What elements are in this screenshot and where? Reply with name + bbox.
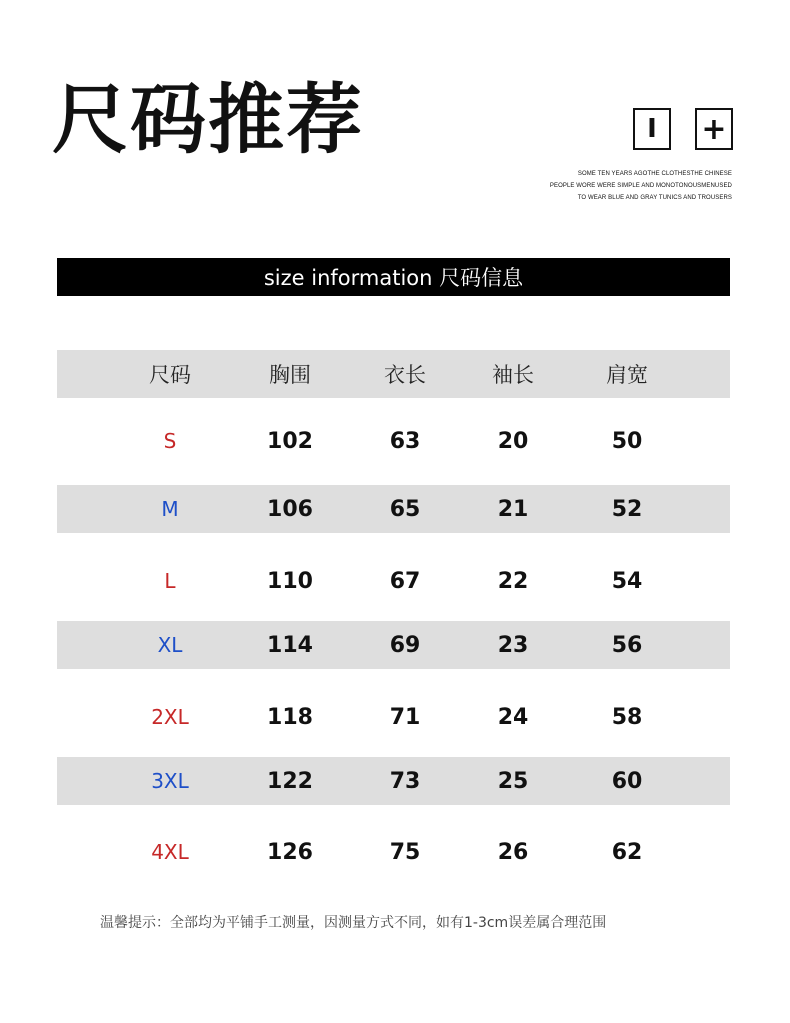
table-row: [57, 621, 730, 669]
table-row: [57, 485, 730, 533]
chest-value: 118: [267, 704, 313, 730]
length-value: 65: [389, 496, 421, 522]
table-row: [57, 828, 730, 876]
shoulder-value: 56: [611, 632, 643, 658]
shoulder-value: 50: [611, 428, 643, 454]
shoulder-value: 62: [611, 839, 643, 865]
chest-value: 106: [267, 496, 313, 522]
brand-tagline: [550, 168, 732, 204]
size-label: S: [163, 429, 177, 453]
length-value: 73: [389, 768, 421, 794]
table-row: [57, 417, 730, 465]
length-value: 69: [389, 632, 421, 658]
logo-plus-glyph: +: [701, 111, 727, 147]
length-value: 71: [389, 704, 421, 730]
header-sleeve: 袖长: [492, 363, 534, 387]
sleeve-value: 22: [497, 568, 529, 594]
sleeve-value: 21: [497, 496, 529, 522]
length-value: 75: [389, 839, 421, 865]
measurement-note: 温馨提示：全部均为平铺手工测量，因测量方式不同，如有1-3cm误差属合理范围: [100, 915, 607, 931]
brand-logo-plus-icon: [695, 108, 733, 150]
logo-i-glyph: I: [647, 114, 657, 144]
table-row: [57, 757, 730, 805]
size-label: 3XL: [151, 769, 189, 793]
shoulder-value: 60: [611, 768, 643, 794]
brand-logo-i-icon: [633, 108, 671, 150]
section-banner: [57, 258, 730, 296]
chest-value: 114: [267, 632, 313, 658]
size-label: 2XL: [151, 705, 189, 729]
tagline-line: PEOPLE WORE WERE SIMPLE AND MONOTONOUSMENUSED: [549, 183, 732, 189]
sleeve-value: 20: [497, 428, 529, 454]
tagline-line: TO WEAR BLUE AND GRAY TUNICS AND TROUSERS: [577, 195, 732, 201]
header-chest: 胸围: [269, 363, 311, 387]
chest-value: 122: [267, 768, 313, 794]
size-label: XL: [157, 633, 183, 657]
sleeve-value: 24: [497, 704, 529, 730]
size-label: 4XL: [151, 840, 189, 864]
header-shoulder: 肩宽: [606, 363, 648, 387]
length-value: 67: [389, 568, 421, 594]
chest-value: 102: [267, 428, 313, 454]
header-length: 衣长: [384, 363, 426, 387]
sleeve-value: 25: [497, 768, 529, 794]
shoulder-value: 54: [611, 568, 643, 594]
chest-value: 110: [267, 568, 313, 594]
table-row: [57, 693, 730, 741]
page-title: 尺码推荐: [52, 75, 364, 164]
size-label: L: [164, 569, 176, 593]
header-size: 尺码: [149, 363, 191, 387]
tagline-line: SOME TEN YEARS AGOTHE CLOTHESTHE CHINESE: [577, 171, 732, 177]
size-label: M: [161, 497, 179, 521]
banner-label: size information 尺码信息: [263, 266, 524, 290]
table-row: [57, 557, 730, 605]
table-header-row: [57, 350, 730, 398]
shoulder-value: 58: [611, 704, 643, 730]
shoulder-value: 52: [611, 496, 643, 522]
length-value: 63: [389, 428, 421, 454]
sleeve-value: 26: [497, 839, 529, 865]
chest-value: 126: [267, 839, 313, 865]
sleeve-value: 23: [497, 632, 529, 658]
